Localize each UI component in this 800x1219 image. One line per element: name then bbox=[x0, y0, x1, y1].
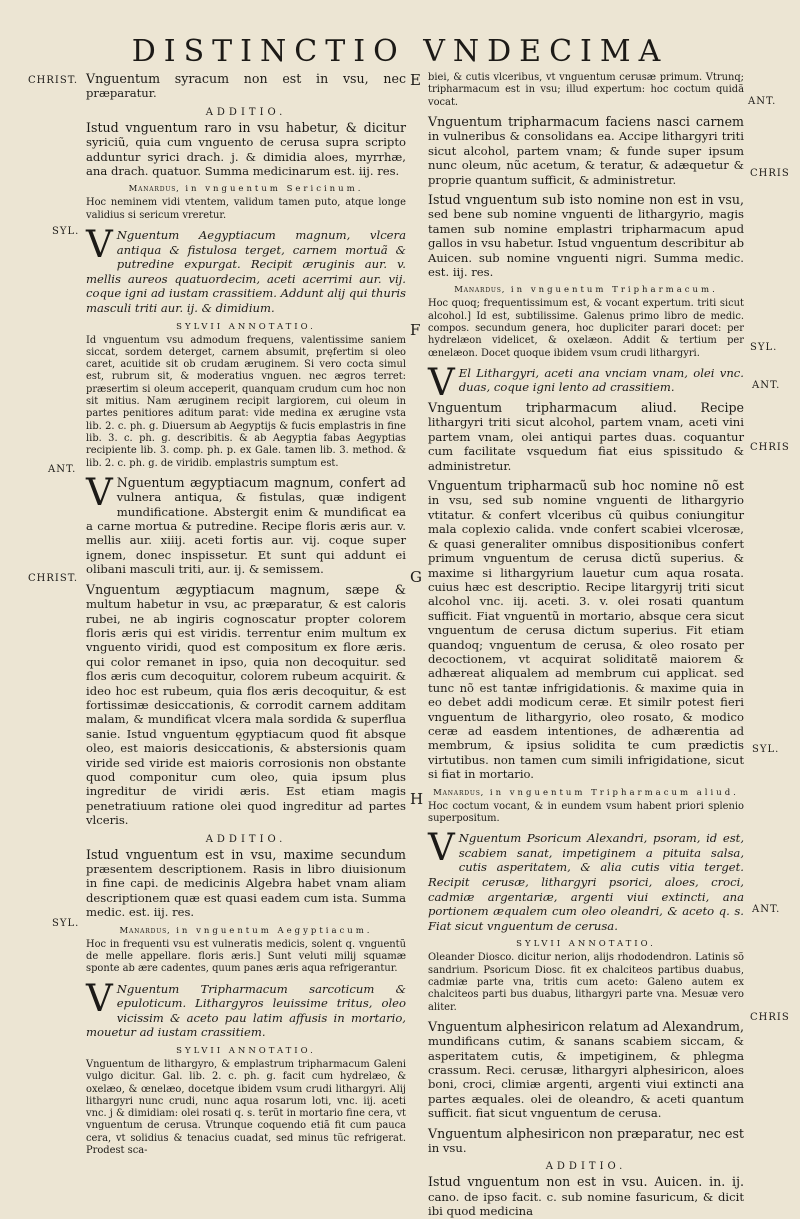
section-heading: ADDITIO. bbox=[545, 1161, 627, 1173]
right-column bbox=[428, 72, 744, 1219]
paragraph: Vnguentum tripharmacum aliud. Recipe lithargyri triti sicut alcohol, partem vnam, aceti vini partem vnam, olei antiqui partes duas. coquantur cum facilitate vsquedum fiat eius spissitudo & administretur. bbox=[428, 400, 744, 473]
author-name: Manardus, bbox=[433, 787, 485, 798]
section-heading: ADDITIO. bbox=[205, 833, 287, 845]
drop-cap: V bbox=[428, 360, 455, 404]
commentary: biei, & cutis vlceribus, vt vnguentum cerusæ primum. Vtrunq; tripharmacum est in vsu; illud expertum: hoc coctum quidã vocat. bbox=[428, 72, 744, 108]
recipe-paragraph bbox=[428, 360, 744, 404]
margin-note-syl: SYL. bbox=[52, 226, 80, 237]
commentary: Hoc quoq; frequentissimum est, & vocant expertum. triti sicut alcohol.] Id est, subtilissime. Galenus primo libro de medic. compos. secundum genera, hoc dupliciter parari docet: per hydrelæon videlicet, & oxelæon. Addit & tertium per œnelæon. Docet quoque ibidem vsum crudi lithargyri. bbox=[428, 298, 744, 359]
margin-note-syl: SYL. bbox=[52, 918, 80, 929]
recipe-text: Nguentum ægyptiacum magnum, confert ad vulnera antiqua, & fistulas, quæ indigent mundificatione. Abstergit enim & mundificat ea a carne mortua & putredine. Recipe floris æris aur. v. mellis aur. xiiij. aceti fortis aur. vij. coque super ignem, donec inspissetur. Et sunt qui addunt ei olibani masculi triti, aur. ij. & semissem. bbox=[86, 474, 406, 577]
left-column bbox=[86, 71, 406, 1156]
running-head-text: DISTINCTIO VNDECIMA bbox=[131, 34, 669, 69]
margin-note-syl: SYL. bbox=[752, 744, 780, 755]
section-heading: SYLVII ANNOTATIO. bbox=[176, 1045, 316, 1056]
paragraph: Vnguentum ægyptiacum magnum, sæpe & multum habetur in vsu, ac præparatur, & est caloris rubei, ne ab ingiris cognoscatur propter colorem floris æris qui est viridis. terrentur enim multum ex vnguento viridi, quod est compositum ex flore æris. qui color remanet in ipso, quia non decoquitur. sed flos æris cum decoquitur, colorem rubeum acquirit. & ideo hoc est rubeum, quia flos æris decoquitur, & est fortissimæ desiccationis, & corrodit carnem additam malam, & mundificat vlcera mala sordida & superflua sanie. Istud vnguentum ęgyptiacum quod fit absque oleo, est maioris desiccationis, & abstersionis quam viride sed viride est maioris corrosionis non obstante quod componitur cum oleo, quia ipsum plus ingreditur de viridi æris. Est etiam magis penetratiuum ratione olei quod ingreditur ad partes vlceris. bbox=[86, 581, 406, 828]
paragraph: Vnguentum tripharmacũ sub hoc nomine nõ est in vsu, sed sub nomine vnguenti de lithargyrio vtitatur. & confert vlceribus cũ quibus coniungitur mala coplexio calida. vnde confert scabiei vlcerosæ, & quasi generaliter omnibus dispositionibus confert primum vnguentum de cerusa dictũ superius. & maxime si lithargyrium lauetur cum aqua rosata. cuius hæc est descriptio. Recipe litargyrij triti sicut alcohol vnc. iij. aceti. 3. v. olei rosati quantum sufficit. Fiat vnguentũ in mortario, absque cera sicut vnguentum de cerusa dictum superius. Fit etiam quandoq; vnguentum de cerusa, & oleo rosato per decoctionem, vt acquirat soliditatẽ maiorem & adhæreat aliqualem ad membrum cui applicat. sed tunc nõ est tantæ infrigidationis. & maxime quia in eo debet addi modicum ceræ. Et similr potest fieri vnguentum de lithargyrio, oleo rosato, & modico ceræ ad easdem intentiones, de adhærentia ad membrum, & ipsius solidita te cum prædictis virtutibus. non tamen cum simili infrigidatione, sicut si fiat in mortario. bbox=[428, 478, 744, 782]
commentary: Hoc in frequenti vsu est vulneratis medicis, solent q. vnguentũ de melle appellare. floris æris.] Sunt veluti milij squamæ sponte ab ære cadentes, quum panes æris aqua refrigerantur. bbox=[86, 938, 406, 975]
attribution-topic: in vnguentum Sericinum. bbox=[185, 184, 364, 195]
margin-note-christ: CHRIST. bbox=[28, 75, 79, 86]
paragraph: Vnguentum alphesiricon relatum ad Alexandrum, mundificans cutim, & sanans scabiem siccam, & asperitatem cutis, & impetiginem, & phlegma crassum. Reci. cerusæ, lithargyri alphesiricon, aloes boni, croci, climiæ argenti, argenti viui extincti ana partes æquales. olei de oleandro, & aceti quantum sufficit. fiat sicut vnguentum de cerusa. bbox=[428, 1018, 744, 1121]
commentary: Hoc coctum vocant, & in eundem vsum habent priori splenio superpositum. bbox=[428, 800, 744, 824]
attribution-topic: in vnguentum Tripharmacum aliud. bbox=[489, 787, 739, 798]
margin-note-syl: SYL. bbox=[750, 342, 778, 353]
margin-note-chris: CHRIS bbox=[750, 168, 790, 179]
section-letter-e: E bbox=[410, 71, 421, 89]
recipe-text: Nguentum Tripharmacum sarcoticum & epuloticum. Lithargyros leuissime tritus, oleo vicissim & aceto pau latim affusis in mortario, mouetur ad iustam crassitiem. bbox=[86, 981, 406, 1040]
margin-note-ant: ANT. bbox=[48, 464, 77, 475]
margin-note-ant: ANT. bbox=[752, 380, 781, 391]
section-heading: ADDITIO. bbox=[205, 106, 287, 118]
attribution-heading bbox=[428, 285, 744, 295]
running-head bbox=[0, 34, 800, 70]
recipe-text: Nguentum Aegyptiacum magnum, vlcera antiqua & fistulosa terget, carnem mortuã & putredine expurgat. Recipit æruginis aur. v. mellis aureos quatuordecim, aceti acerrimi aur. vij. coque igni ad iustam crassitiem. Addunt alij qui thuris masculi triti aur. ij. & dimidium. bbox=[86, 228, 406, 315]
commentary: Hoc neminem vidi vtentem, validum tamen puto, atque longe validius si sericum vreretur. bbox=[86, 197, 406, 221]
margin-note-ant: ANT. bbox=[752, 904, 781, 915]
paragraph: Istud vnguentum est in vsu, maxime secundum præsentem descriptionem. Rasis in libro diuisionum in fine capi. de medicinis Algebra habet vnam aliam descriptionem quæ est quasi eadem cum ista. Summa medic. est. iij. res. bbox=[86, 846, 406, 920]
drop-cap: V bbox=[86, 223, 113, 267]
recipe-paragraph bbox=[86, 223, 406, 316]
section-heading: SYLVII ANNOTATIO. bbox=[516, 939, 656, 950]
margin-note-ant: ANT. bbox=[748, 96, 777, 107]
section-heading: SYLVII ANNOTATIO. bbox=[176, 321, 316, 332]
commentary: Id vnguentum vsu admodum frequens, valentissime saniem siccat, sordem deterget, carnem absumit, pręfertim si oleo caret, acuitide sit ob crudam æruginem. Si vero cocta simul est, rubrum sit, & moderatius vnguen. nec ægros terret: præsertim si oleum acceperit, quanquam crudum cum hoc non sit mitius. Nam æruginem recipit largiorem, cui oleum in partes penitiores aditum parat: vide medina ex ærugine vsta lib. 2. c. ph. g. Diuersum ab Aegyptijs & fucis emplastris in fine lib. 3. c. ph. g. describitis. & ab Aegyptia fabas Aegyptias recipiente lib. 3. comp. ph. p. ex Gale. tamen lib. 3. method. & lib. 2. c. ph. g. de viridib. emplastris sumptum est. bbox=[86, 334, 406, 469]
recipe-paragraph bbox=[86, 470, 406, 577]
margin-note-chris: CHRIS bbox=[750, 442, 790, 453]
recipe-text: Nguentum Psoricum Alexandri, psoram, id est, scabiem sanat, impetiginem a pituita salsa, cutis asperitatem, & alia cutis vitia terget. Recipit cerusæ, lithargyri psorici, aloes, croci, cadmiæ argentariæ, argenti viui extincti, ana portionem æqualem cum oleo oleandri, & aceto q. s. Fiat sicut vnguentum de cerusa. bbox=[428, 831, 744, 933]
author-name: Manardus, bbox=[454, 285, 506, 296]
author-name: Manardus, bbox=[119, 925, 171, 936]
attribution-heading bbox=[428, 788, 744, 798]
paragraph: Vnguentum alphesiricon non præparatur, nec est in vsu. bbox=[428, 1125, 744, 1156]
paragraph: Vnguentum syracum non est in vsu, nec præparatur. bbox=[86, 71, 406, 101]
margin-note-christ: CHRIST. bbox=[28, 573, 79, 584]
section-letter-g: G bbox=[410, 568, 422, 586]
commentary: Oleander Diosco. dicitur nerion, alijs rhododendron. Latinis sõ sandrium. Psoricum Diosc. fit ex chalciteos partibus duabus, cadmiæ parte vna, tritis cum aceto: Galeno autem ex chalciteos parti bus duabus, lithargyri parte vna. Mesuæ vero aliter. bbox=[428, 952, 744, 1013]
attribution-heading bbox=[86, 926, 406, 936]
author-name: Manardus, bbox=[128, 184, 180, 195]
commentary: Vnguentum de lithargyro, & emplastrum tripharmacum Galeni vulgo dicitur. Gal. lib. 2. c. ph. g. facit cum hydrelæo, & oxelæo, & œnelæo, docetque ibidem vsum crudi lithargyri. Alij lithargyri nunc crudi, nunc aqua rosarum loti, vnc. iij. aceti vnc. j & dimidiam: olei rosati q. s. terũt in mortario fine cera, vt vnguentum de cerusa. Vtrunque coquendo etiã fit cum pauca cera, vt solidius & tenacius cuadat, sed minus tũc refrigerat. Prodest sca- bbox=[86, 1058, 406, 1156]
drop-cap: V bbox=[86, 976, 113, 1020]
paragraph: Istud vnguentum raro in vsu habetur, & dicitur syriciũ, quia cum vnguento de cerusa supra scripto adduntur syrici drach. j. & dimidia aloes, myrrhæ, ana drach. quatuor. Summa medicinarum est. iij. res. bbox=[86, 119, 406, 179]
attribution-topic: in vnguentum Tripharmacum. bbox=[510, 285, 718, 296]
paragraph: Istud vnguentum non est in vsu. Auicen. in. ij. cano. de ipso facit. c. sub nomine fasuricum, & dicit ibi quod medicina bbox=[428, 1174, 744, 1219]
attribution-heading bbox=[86, 184, 406, 194]
recipe-paragraph bbox=[428, 826, 744, 933]
recipe-paragraph bbox=[86, 976, 406, 1040]
paragraph: Vnguentum tripharmacum faciens nasci carnem in vulneribus & consolidans ea. Accipe lithargyri triti sicut alcohol, partem vnam; & funde super ipsum nunc oleum, nũc acetum, & teratur, & adæquetur & proprie quantum sufficit, & administretur. bbox=[428, 113, 744, 187]
section-letter-h: H bbox=[410, 790, 424, 808]
recipe-text: El Lithargyri, aceti ana vnciam vnam, olei vnc. duas, coque igni lento ad crassitiem. bbox=[458, 365, 744, 395]
paragraph: Istud vnguentum sub isto nomine non est in vsu, sed bene sub nomine vnguenti de lithargyrio, magis tamen sub nomine emplastri tripharmacum apud gallos in vsu habetur. Istud vnguentum describitur ab Auicen. sub nomine vnguenti nigri. Summa medic. est. iij. res. bbox=[428, 191, 744, 279]
attribution-topic: in vnguentum Aegyptiacum. bbox=[176, 925, 373, 936]
drop-cap: V bbox=[86, 470, 113, 514]
section-letter-f: F bbox=[410, 321, 421, 339]
margin-note-chris: CHRIS bbox=[750, 1012, 790, 1023]
drop-cap: V bbox=[428, 826, 455, 870]
